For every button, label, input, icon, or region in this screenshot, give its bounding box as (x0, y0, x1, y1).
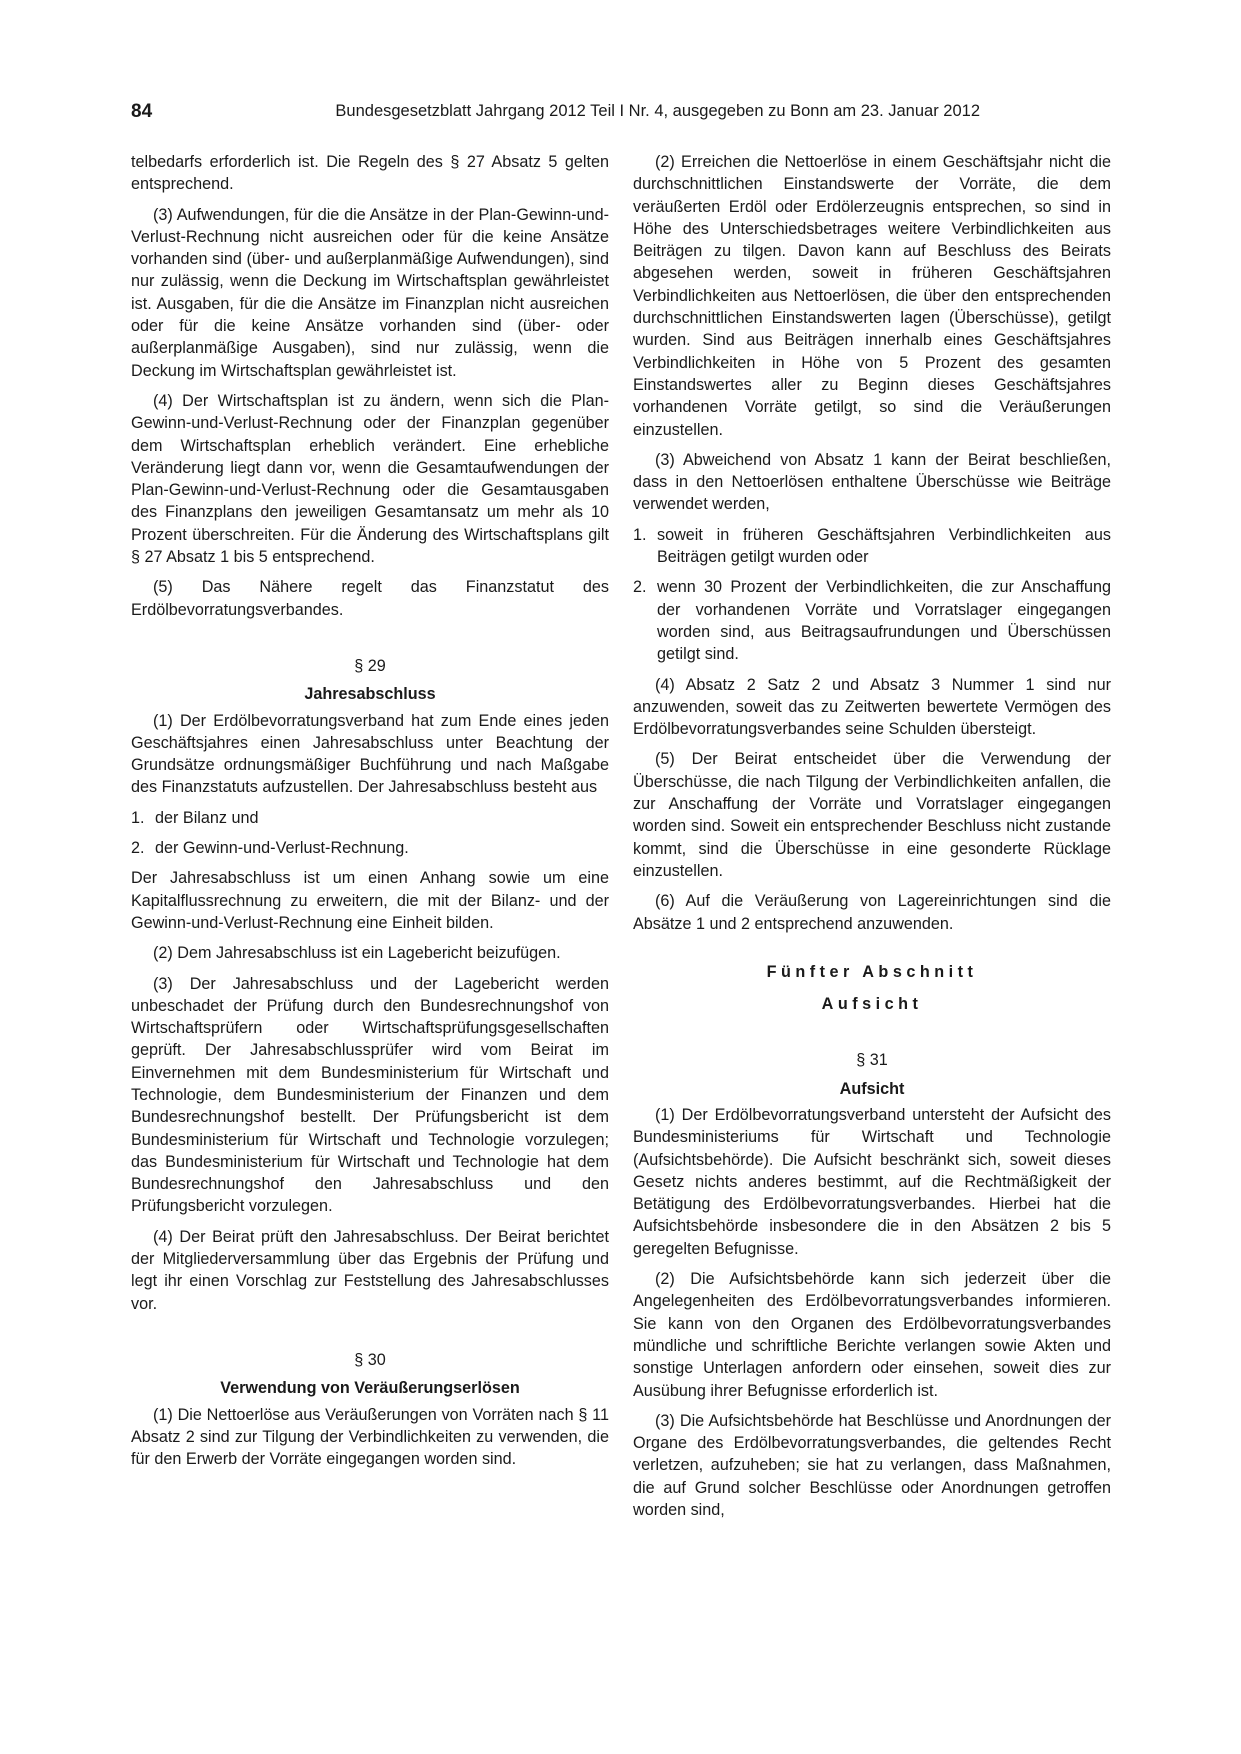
paragraph-continuation: telbedarfs erforderlich ist. Die Regeln des § 27 Absatz 5 gelten entsprechend. (131, 153, 609, 194)
chapter-title: Aufsicht (821, 995, 923, 1014)
paragraph-28-5: (5) Das Nähere regelt das Finanzstatut des Erdölbevorratungsverbandes. (131, 578, 609, 619)
paragraph-30-5: (5) Der Beirat entscheidet über die Verwendung der Überschüsse, die nach Tilgung der Verbindlichkeiten anfallen, die zur Anschaffung der Vorräte und Vorratslager eingegangen worden sind. Soweit ein entsprechender Beschluss nicht zustande kommt, sind die Überschüsse in eine gesonderte Rücklage einzustellen. (633, 750, 1111, 880)
paragraph-30-6: (6) Auf die Veräußerung von Lagereinrichtungen sind die Absätze 1 und 2 entsprechend anzuwenden. (633, 892, 1111, 933)
list-item-number: 2. (131, 839, 145, 858)
running-head: Bundesgesetzblatt Jahrgang 2012 Teil I Nr. 4, ausgegeben zu Bonn am 23. Januar 2012 (335, 102, 980, 120)
section-31-number: § 31 (856, 1051, 888, 1070)
section-30-title: Verwendung von Veräußerungserlösen (220, 1379, 520, 1398)
left-column (131, 151, 609, 1478)
list-item-text: soweit in früheren Geschäftsjahren Verbindlichkeiten aus Beiträgen getilgt wurden oder (657, 525, 1111, 567)
list-item (131, 837, 609, 859)
list-item-text: der Bilanz und (155, 808, 259, 827)
right-column (633, 151, 1111, 1529)
paragraph-29-1b: Der Jahresabschluss ist um einen Anhang sowie um eine Kapitalflussrechnung zu erweitern, die mit der Bilanz- und der Gewinn-und-Verlust-Rechnung eine Einheit bilden. (131, 869, 609, 932)
section-31-title: Aufsicht (839, 1079, 905, 1098)
paragraph-30-2: (2) Erreichen die Nettoerlöse in einem Geschäftsjahr nicht die durchschnittlichen Einstandswerte der Vorräte, die dem veräußerten Erdöl oder Erdölerzeugnis entsprechen, so sind in Höhe des Unterschiedsbetrages weitere Verbindlichkeiten aus Beiträgen zu tilgen. Davon kann auf Beschluss des Beirats abgesehen werden, soweit in früheren Geschäftsjahren Verbindlichkeiten aus Nettoerlösen, die über den entsprechenden durchschnittlichen Einstandswerten lagen (Überschüsse), getilgt wurden. Sind aus Beiträgen innerhalb eines Geschäftsjahres Verbindlichkeiten in Höhe von 5 Prozent des gesamten Einstandswertes aller zu Beginn dieses Geschäftsjahres vorhandenen Vorräte getilgt, so sind die Veräußerungen einzustellen. (633, 153, 1111, 439)
list-item-text: wenn 30 Prozent der Verbindlichkeiten, die zur Anschaffung der vorhandenen Vorräte und Vorratslager eingegangen worden sind, aus Beitragsaufrundungen und Überschüssen getilgt sind. (657, 578, 1111, 664)
list-item-number: 1. (131, 808, 145, 827)
paragraph-28-4: (4) Der Wirtschaftsplan ist zu ändern, wenn sich die Plan-Gewinn-und-Verlust-Rechnung oder der Finanzplan gegenüber dem Wirtschaftsplan erheblich verändert. Eine erhebliche Veränderung liegt dann vor, wenn die Gesamtaufwendungen der Plan-Gewinn-und-Verlust-Rechnung oder die Gesamtausgaben des Finanzplans den jeweiligen Gesamtansatz um mehr als 10 Prozent überschreiten. Für die Änderung des Wirtschaftsplans gilt § 27 Absatz 1 bis 5 entsprechend. (131, 391, 609, 567)
paragraph-31-1: (1) Der Erdölbevorratungsverband untersteht der Aufsicht des Bundesministeriums für Wirtschaft und Technologie (Aufsichtsbehörde). Die Aufsicht beschränkt sich, soweit dieses Gesetz nichts anderes bestimmt, auf die Rechtmäßigkeit der Betätigung des Erdölbevorratungsverbandes. Hierbei hat die Aufsichtsbehörde insbesondere die in den Absätzen 2 bis 5 geregelten Befugnisse. (633, 1105, 1111, 1258)
chapter-heading: Fünfter Abschnitt (766, 962, 978, 981)
list-item (633, 524, 1111, 569)
paragraph-31-3: (3) Die Aufsichtsbehörde hat Beschlüsse und Anordnungen der Organe des Erdölbevorratungsverbandes, die geltendes Recht verletzen, aufzuheben; sie hat zu verlangen, dass Maßnahmen, die auf Grund solcher Beschlüsse oder Anordnungen getroffen worden sind, (633, 1411, 1111, 1520)
page-header (131, 101, 980, 125)
section-29-title: Jahresabschluss (304, 685, 436, 704)
paragraph-29-4: (4) Der Beirat prüft den Jahresabschluss. Der Beirat berichtet der Mitgliederversammlung über das Ergebnis der Prüfung und legt ihr einen Vorschlag zur Feststellung des Jahresabschlusses vor. (131, 1227, 609, 1313)
paragraph-30-1: (1) Die Nettoerlöse aus Veräußerungen von Vorräten nach § 11 Absatz 2 sind zur Tilgung der Verbindlichkeiten zu verwenden, die für den Erwerb der Vorräte eingegangen worden sind. (131, 1405, 609, 1469)
section-30-number: § 30 (354, 1350, 386, 1369)
page-number: 84 (131, 101, 153, 122)
list-item-number: 2. (633, 578, 647, 597)
paragraph-29-3: (3) Der Jahresabschluss und der Lagebericht werden unbeschadet der Prüfung durch den Bundesrechnungshof von Wirtschaftsprüfern oder Wirtschaftsprüfungsgesellschaften geprüft. Der Jahresabschlussprüfer wird vom Beirat im Einvernehmen mit dem Bundesministerium für Wirtschaft und Technologie, dem Bundesministerium der Finanzen und dem Bundesrechnungshof bestellt. Der Prüfungsbericht ist dem Bundesministerium für Wirtschaft und Technologie vorzulegen; das Bundesministerium für Wirtschaft und Technologie hat dem Bundesrechnungshof den Jahresabschluss und den Prüfungsbericht vorzulegen. (131, 974, 609, 1216)
paragraph-30-3: (3) Abweichend von Absatz 1 kann der Beirat beschließen, dass in den Nettoerlösen enthaltene Überschüsse wie Beiträge verwendet werden, (633, 450, 1111, 514)
paragraph-28-3: (3) Aufwendungen, für die die Ansätze in der Plan-Gewinn-und-Verlust-Rechnung nicht ausreichen oder für die keine Ansätze vorhanden sind (über- und außerplanmäßige Aufwendungen), sind nur zulässig, wenn die Deckung im Wirtschaftsplan gewährleistet ist. Ausgaben, für die die Ansätze im Finanzplan nicht ausreichen oder für die keine Ansätze vorhanden sind (über- oder außerplanmäßige Ausgaben), sind nur zulässig, wenn die Deckung im Wirtschaftsplan gewährleistet ist. (131, 205, 609, 380)
paragraph-31-2: (2) Die Aufsichtsbehörde kann sich jederzeit über die Angelegenheiten des Erdölbevorratungsverbandes informieren. Sie kann von den Organen des Erdölbevorratungsverbandes mündliche und schriftliche Berichte verlangen sowie Akten und sonstige Unterlagen anfordern oder einsehen, soweit dies zur Ausübung ihrer Befugnisse erforderlich ist. (633, 1270, 1111, 1400)
list-item-text: der Gewinn-und-Verlust-Rechnung. (155, 839, 409, 858)
paragraph-29-2: (2) Dem Jahresabschluss ist ein Lagebericht beizufügen. (153, 944, 561, 963)
list-item-number: 1. (633, 525, 647, 544)
section-29-number: § 29 (354, 656, 386, 675)
paragraph-29-1: (1) Der Erdölbevorratungsverband hat zum Ende eines jeden Geschäftsjahres einen Jahresabschluss unter Beachtung der Grundsätze ordnungsmäßiger Buchführung und nach Maßgabe des Finanzstatuts aufzustellen. Der Jahresabschluss besteht aus (131, 711, 609, 797)
list-item (633, 576, 1111, 665)
paragraph-30-4: (4) Absatz 2 Satz 2 und Absatz 3 Nummer 1 sind nur anzuwenden, soweit das zu Zeitwerten bewertete Vermögen des Erdölbevorratungsverbandes seine Schulden übersteigt. (633, 675, 1111, 739)
list-item (131, 807, 609, 829)
